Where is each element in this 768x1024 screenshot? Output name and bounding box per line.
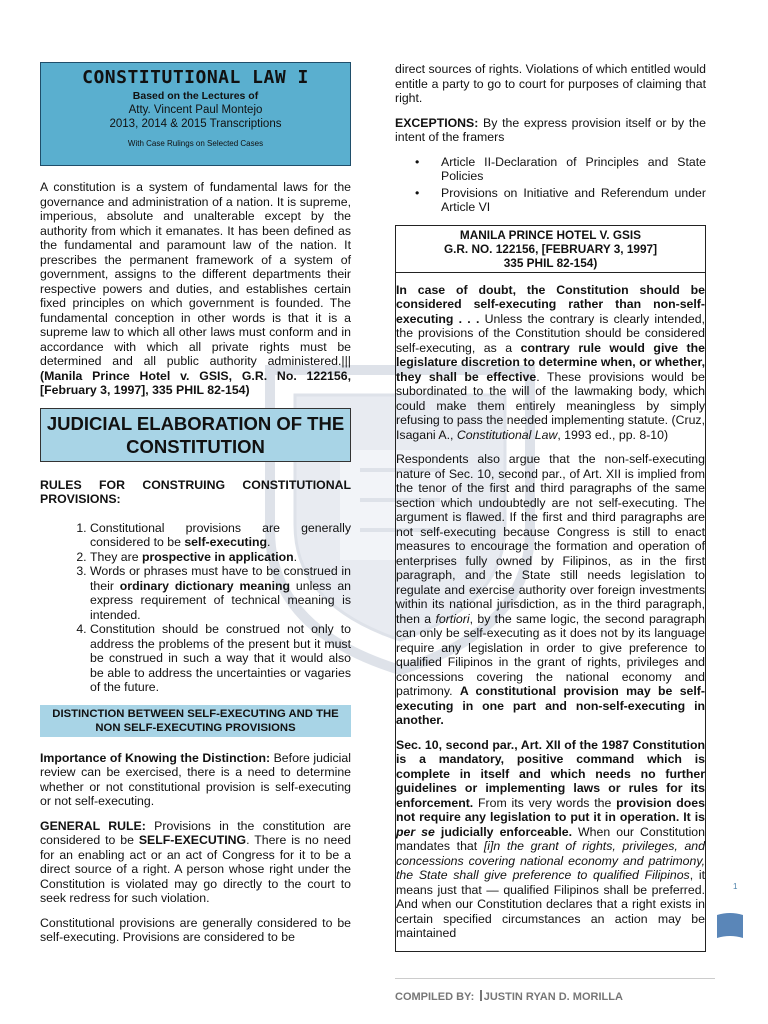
rules-heading: RULES FOR CONSTRUING CONSTITUTIONAL PROVISIONS: [40,477,351,506]
distinction-subheading: DISTINCTION BETWEEN SELF-EXECUTING AND THE NON SELF-EXECUTING PROVISIONS [40,705,351,737]
footer-rule [395,978,715,979]
intro-citation: (Manila Prince Hotel v. GSIS, G.R. No. 122156, [February 3, 1997], 335 PHIL 82-154) [40,368,351,397]
compiled-by-label: COMPILED BY: [395,991,475,1003]
intro-paragraph: A constitution is a system of fundamental laws for the governance and administration of a nation. It is supreme, imperious, absolute and unalterable except by the authority from which it emanates. It has been defined as the fundamental and paramount law of the nation. It prescribes the permanent framework of a system of government, assigns to the different departments their respective powers and duties, and establishes certain fixed principles on which government is founded. The fundamental conception in other words is that it is a supreme law to which all other laws must conform and in accordance with which all private rights must be determined and all public authority administered.||| (Manila Prince Hotel v. GSIS, G.R. No. 122156, [February 3, 1997], 335 PHIL 82-154) [40,180,351,397]
footer-separator [480,990,482,1001]
rules-list [40,521,351,695]
exception-item: • Provisions on Initiative and Referendum under Article VI [441,186,706,215]
compiler-name: JUSTIN RYAN D. MORILLA [483,991,623,1003]
page-number: 1 [733,882,738,891]
continued-paragraph: direct sources of rights. Violations of which entitled would entitle a party to go to court for purposes of claiming that right. [395,62,706,105]
section-heading: JUDICIAL ELABORATION OF THE CONSTITUTION [40,408,351,462]
right-column [395,62,706,952]
case-paragraph: Sec. 10, second par., Art. XII of the 1987 Constitution is a mandatory, positive command which is complete in itself and which needs no further guidelines or implementing laws or rules for its enforcement. From its very words the provision does not require any legislation to put it in operation. It is per se judicially enforceable. When our Constitution mandates that [i]n the grant of rights, privileges, and concessions covering national economy and patrimony, the State shall give preference to qualified Filipinos, it means just that — qualified Filipinos shall be preferred. And when our Constitution declares that a right exists in certain specified circumstances an action may be maintained [396,737,705,940]
case-rulings-note: With Case Rulings on Selected Cases [127,139,264,148]
rule-item: 2. They are prospective in application. [90,550,351,565]
case-body [396,273,705,941]
title-box [40,62,351,166]
importance-paragraph: Importance of Knowing the Distinction: Before judicial review can be exercised, there is a need to determine whether or not constitutional provision is self-executing or not self-executing. [40,750,351,808]
exceptions-paragraph: EXCEPTIONS: By the express provision itself or by the intent of the framers [395,115,706,144]
transcriptions-line: 2013, 2014 & 2015 Transcriptions [109,118,282,130]
rule-item: 1. Constitutional provisions are generally considered to be self-executing. [90,521,351,550]
page-tab-icon [717,912,743,940]
case-title: MANILA PRINCE HOTEL V. GSIS [459,227,642,242]
rule-item: 4. Constitution should be construed not only to address the problems of the present but it must be construed in such a way that it would also be able to address the uncertainties or vagaries of the future. [90,622,351,695]
based-on-label: Based on the Lectures of [132,90,259,102]
general-rule-paragraph: GENERAL RULE: Provisions in the constitution are considered to be SELF-EXECUTING. There is no need for an enabling act or an act of Congress for it to be a direct source of a right. A person whose right under the Constitution is violated may go directly to the court to seek redress for such violation. [40,818,351,905]
document-title: CONSTITUTIONAL LAW I [82,67,309,88]
case-paragraph: In case of doubt, the Constitution should be considered self-executing rather than non-self-executing . . . Unless the contrary is clearly intended, the provisions of the Constitution should be considered self-executing, as a contrary rule would give the legislature discretion to determine when, or whether, they shall be effective. These provisions would be subordinated to the will of the lawmaking body, which could make them entirely meaningless by simply refusing to pass the needed implementing statute. (Cruz, Isagani A., Constitutional Law, 1993 ed., pp. 8-10) [396,282,705,442]
exceptions-list [395,155,706,215]
case-gr-number: G.R. NO. 122156, [FEBRUARY 3, 1997] [443,241,658,256]
left-column [40,62,351,955]
case-box [395,225,706,952]
footer [395,990,735,1003]
lecturer-name: Atty. Vincent Paul Montejo [128,104,263,116]
rule-item: 3. Words or phrases must have to be construed in their ordinary dictionary meaning unless an express requirement of technical meaning is intended. [90,564,351,622]
closing-paragraph: Constitutional provisions are generally considered to be self-executing. Provisions are considered to be [40,915,351,944]
exception-item: • Article II-Declaration of Principles and State Policies [441,155,706,184]
case-reporter: 335 PHIL 82-154) [503,255,598,270]
case-paragraph: Respondents also argue that the non-self-executing nature of Sec. 10, second par., of Art. XII is implied from the tenor of the first and third paragraphs of the same section which undoubtedly are not self-executing. The argument is flawed. If the first and third paragraphs are not self-executing because Congress is still to enact measures to encourage the formation and operation of enterprises fully owned by Filipinos, as in the first paragraph, and the State still needs legislation to regulate and exercise authority over foreign investments within its national jurisdiction, as in the third paragraph, then a fortiori, by the same logic, the second paragraph can only be self-executing as it does not by its language require any legislation in order to give preference to qualified Filipinos in the grant of rights, privileges and concessions covering the national economy and patrimony. A constitutional provision may be self-executing in one part and non-self-executing in another. [396,452,706,727]
case-header [396,226,705,273]
